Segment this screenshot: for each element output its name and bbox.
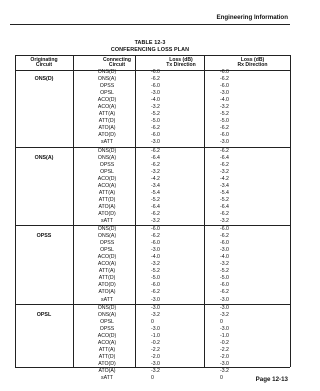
table-row <box>15 125 290 132</box>
table-subtitle: CONFERENCING LOSS PLAN <box>110 47 190 53</box>
tx-loss-cell: -5.0 <box>151 118 160 125</box>
tx-loss-cell: -6.0 <box>151 83 160 90</box>
tx-loss-cell: -3.0 <box>151 90 160 97</box>
connecting-circuit-cell: ONS(D) <box>97 147 117 154</box>
connecting-circuit-cell: ONS(D) <box>97 69 117 75</box>
table-row <box>15 340 290 347</box>
table-row <box>15 226 290 233</box>
tx-loss-cell: -6.4 <box>151 154 160 161</box>
rx-loss-cell: -3.4 <box>220 182 229 189</box>
connecting-circuit-cell: OPSS <box>99 325 115 332</box>
col-tx-header: Loss (dB) Tx Direction <box>166 56 196 68</box>
rx-loss-cell: -1.0 <box>220 332 229 339</box>
tx-loss-cell: -4.2 <box>151 175 160 182</box>
table-row <box>15 368 290 375</box>
table-group <box>15 226 290 305</box>
rx-loss-cell: -5.2 <box>220 196 229 203</box>
connecting-circuit-cell: sATT <box>100 375 113 382</box>
tx-loss-cell: -3.0 <box>151 360 160 367</box>
connecting-circuit-cell: sATT <box>100 296 113 303</box>
tx-loss-cell: -3.0 <box>151 296 160 303</box>
tx-loss-cell: -3.2 <box>151 311 160 318</box>
connecting-circuit-cell: ACO(D) <box>97 97 117 104</box>
tx-loss-cell: -0.2 <box>151 339 160 346</box>
tx-loss-cell: -6.0 <box>151 226 160 233</box>
connecting-circuit-cell: OPSS <box>99 161 115 168</box>
table-row <box>15 111 290 118</box>
rx-loss-cell: -6.2 <box>220 125 229 132</box>
rx-loss-cell: -6.0 <box>220 226 229 233</box>
tx-loss-cell: -6.2 <box>151 76 160 83</box>
table-row <box>15 289 290 296</box>
col-connecting-header: Connecting Circuit <box>102 56 131 68</box>
connecting-circuit-cell: ACO(D) <box>97 254 117 261</box>
connecting-circuit-cell: ATT(D) <box>98 196 116 203</box>
tx-loss-cell: -6.2 <box>151 233 160 240</box>
table-row <box>15 282 290 289</box>
rx-loss-cell: -4.0 <box>220 254 229 261</box>
rx-loss-cell: -3.0 <box>220 360 229 367</box>
rx-loss-cell: -6.2 <box>220 233 229 240</box>
rx-loss-cell: -3.2 <box>220 217 229 224</box>
rx-loss-cell: -4.2 <box>220 175 229 182</box>
rx-loss-cell: -6.2 <box>220 210 229 217</box>
col-rx-header: Loss (dB) Rx Direction <box>237 56 268 68</box>
table-row <box>15 139 290 146</box>
tx-loss-cell: -3.4 <box>151 182 160 189</box>
rx-loss-cell: -6.0 <box>220 83 229 90</box>
header-rule <box>10 24 290 25</box>
table-group <box>15 305 290 383</box>
tx-loss-cell: -6.0 <box>151 132 160 139</box>
connecting-circuit-cell: OPSS <box>99 83 115 90</box>
table-row <box>15 319 290 326</box>
tx-loss-cell: -3.2 <box>151 367 160 374</box>
rx-loss-cell: -5.0 <box>220 275 229 282</box>
tx-loss-cell: -6.2 <box>151 147 160 154</box>
table-row <box>15 297 290 304</box>
originating-circuit-label: OPSL <box>36 311 52 318</box>
table-row <box>15 247 290 254</box>
rx-loss-cell: -6.4 <box>220 203 229 210</box>
rx-loss-cell: -3.2 <box>220 367 229 374</box>
connecting-circuit-cell: sATT <box>100 217 113 224</box>
page-header: Engineering Information <box>216 14 288 21</box>
tx-loss-cell: -3.2 <box>151 261 160 268</box>
tx-loss-cell: -6.2 <box>151 210 160 217</box>
table-row <box>15 176 290 183</box>
rx-loss-cell: -3.2 <box>220 168 229 175</box>
rx-loss-cell: 0 <box>220 375 223 382</box>
connecting-circuit-cell: ONS(D) <box>97 226 117 233</box>
tx-loss-cell: -6.0 <box>151 282 160 289</box>
table-row <box>15 97 290 104</box>
connecting-circuit-cell: ATT(A) <box>98 111 116 118</box>
rx-loss-cell: -6.0 <box>220 69 229 75</box>
table-group <box>15 148 290 227</box>
table-row <box>15 90 290 97</box>
table-row <box>15 261 290 268</box>
table-row <box>15 254 290 261</box>
table-body <box>15 69 290 382</box>
connecting-circuit-cell: ACO(A) <box>97 182 117 189</box>
table-row <box>15 333 290 340</box>
connecting-circuit-cell: ACO(A) <box>97 339 117 346</box>
tx-loss-cell: -3.2 <box>151 217 160 224</box>
table-row <box>15 347 290 354</box>
tx-loss-cell: -3.2 <box>151 168 160 175</box>
connecting-circuit-cell: ATO(D) <box>98 282 116 289</box>
rx-loss-cell: -5.0 <box>220 118 229 125</box>
rx-loss-cell: -6.2 <box>220 147 229 154</box>
table-row <box>15 354 290 361</box>
rx-loss-cell: -6.0 <box>220 132 229 139</box>
rx-loss-cell: -6.2 <box>220 289 229 296</box>
connecting-circuit-cell: ONS(D) <box>97 304 117 311</box>
connecting-circuit-cell: ATT(D) <box>98 275 116 282</box>
tx-loss-cell: -3.2 <box>151 104 160 111</box>
tx-loss-cell: -1.0 <box>151 332 160 339</box>
connecting-circuit-cell: OPSL <box>100 168 114 175</box>
tx-loss-cell: 0 <box>151 375 154 382</box>
tx-loss-cell: -3.0 <box>151 247 160 254</box>
rx-loss-cell: -3.0 <box>220 304 229 311</box>
connecting-circuit-cell: OPSL <box>100 247 114 254</box>
originating-circuit-label: ONS(A) <box>34 154 54 161</box>
rx-loss-cell: -5.2 <box>220 268 229 275</box>
connecting-circuit-cell: ONS(A) <box>97 76 117 83</box>
tx-loss-cell: -5.2 <box>151 196 160 203</box>
table-row <box>15 118 290 125</box>
table-row <box>15 132 290 139</box>
table-row <box>15 211 290 218</box>
rx-loss-cell: -2.2 <box>220 346 229 353</box>
connecting-circuit-cell: ATO(D) <box>98 360 116 367</box>
table-title: TABLE 12-3 <box>134 40 166 46</box>
tx-loss-cell: -5.0 <box>151 275 160 282</box>
connecting-circuit-cell: ONS(A) <box>97 233 117 240</box>
table-row <box>15 240 290 247</box>
tx-loss-cell: -6.0 <box>151 240 160 247</box>
rx-loss-cell: -3.0 <box>220 139 229 146</box>
rx-loss-cell: -6.0 <box>220 282 229 289</box>
rx-loss-cell: -6.2 <box>220 76 229 83</box>
tx-loss-cell: -2.0 <box>151 353 160 360</box>
connecting-circuit-cell: OPSL <box>100 90 114 97</box>
connecting-circuit-cell: ATO(A) <box>98 289 116 296</box>
tx-loss-cell: -5.4 <box>151 189 160 196</box>
rx-loss-cell: 0 <box>220 318 223 325</box>
rx-loss-cell: -3.2 <box>220 104 229 111</box>
rx-loss-cell: -6.0 <box>220 240 229 247</box>
table-row <box>15 375 290 382</box>
tx-loss-cell: -6.4 <box>151 203 160 210</box>
connecting-circuit-cell: ATT(A) <box>98 268 116 275</box>
connecting-circuit-cell: ATO(A) <box>98 203 116 210</box>
connecting-circuit-cell: ATT(D) <box>98 118 116 125</box>
table-row <box>15 104 290 111</box>
rx-loss-cell: -3.0 <box>220 90 229 97</box>
connecting-circuit-cell: ONS(A) <box>97 311 117 318</box>
tx-loss-cell: -6.2 <box>151 125 160 132</box>
table-row <box>15 190 290 197</box>
tx-loss-cell: -3.0 <box>151 139 160 146</box>
rx-loss-cell: -2.0 <box>220 353 229 360</box>
connecting-circuit-cell: ACO(A) <box>97 261 117 268</box>
originating-circuit-label: ONS(D) <box>34 76 54 82</box>
table-row <box>15 69 290 76</box>
table-row <box>15 169 290 176</box>
originating-circuit-label: OPSS <box>36 233 52 240</box>
table-row <box>15 155 290 162</box>
connecting-circuit-cell: ATT(A) <box>98 346 116 353</box>
table-row <box>15 162 290 169</box>
rx-loss-cell: -3.2 <box>220 311 229 318</box>
tx-loss-cell: -4.0 <box>151 254 160 261</box>
rx-loss-cell: -6.2 <box>220 161 229 168</box>
table-row <box>15 197 290 204</box>
table-row <box>15 83 290 90</box>
connecting-circuit-cell: ATT(A) <box>98 189 116 196</box>
connecting-circuit-cell: sATT <box>100 139 113 146</box>
tx-loss-cell: -3.0 <box>151 325 160 332</box>
connecting-circuit-cell: ACO(A) <box>97 104 117 111</box>
rx-loss-cell: -0.2 <box>220 339 229 346</box>
table-row <box>15 233 290 240</box>
connecting-circuit-cell: ATO(D) <box>98 132 116 139</box>
tx-loss-cell: -2.2 <box>151 346 160 353</box>
rx-loss-cell: -3.2 <box>220 261 229 268</box>
connecting-circuit-cell: OPSL <box>100 318 114 325</box>
connecting-circuit-cell: ATT(D) <box>98 353 116 360</box>
tx-loss-cell: -6.0 <box>151 69 160 75</box>
tx-loss-cell: -6.2 <box>151 289 160 296</box>
rx-loss-cell: -3.0 <box>220 296 229 303</box>
tx-loss-cell: -5.2 <box>151 111 160 118</box>
connecting-circuit-cell: ACO(D) <box>97 332 117 339</box>
table-row <box>15 218 290 225</box>
table-row <box>15 312 290 319</box>
rx-loss-cell: -5.4 <box>220 189 229 196</box>
col-originating-header: Originating Circuit <box>30 56 58 68</box>
rx-loss-cell: -6.4 <box>220 154 229 161</box>
table-row <box>15 275 290 282</box>
page-footer: Page 12-13 <box>255 376 288 383</box>
table-row <box>15 148 290 155</box>
tx-loss-cell: -5.2 <box>151 268 160 275</box>
rx-loss-cell: -3.0 <box>220 325 229 332</box>
tx-loss-cell: -6.2 <box>151 161 160 168</box>
connecting-circuit-cell: ATO(D) <box>98 210 116 217</box>
rx-loss-cell: -4.0 <box>220 97 229 104</box>
table-row <box>15 268 290 275</box>
table-row <box>15 305 290 312</box>
table-row <box>15 76 290 83</box>
table-group <box>15 69 290 148</box>
tx-loss-cell: 0 <box>151 318 154 325</box>
table-row <box>15 326 290 333</box>
connecting-circuit-cell: OPSS <box>99 240 115 247</box>
table-row <box>15 204 290 211</box>
table-row <box>15 183 290 190</box>
table-border-right <box>290 55 291 367</box>
connecting-circuit-cell: ATO(A) <box>98 367 116 374</box>
connecting-circuit-cell: ONS(A) <box>97 154 117 161</box>
rx-loss-cell: -5.2 <box>220 111 229 118</box>
connecting-circuit-cell: ATO(A) <box>98 125 116 132</box>
connecting-circuit-cell: ACO(D) <box>97 175 117 182</box>
tx-loss-cell: -3.0 <box>151 304 160 311</box>
rx-loss-cell: -3.0 <box>220 247 229 254</box>
tx-loss-cell: -4.0 <box>151 97 160 104</box>
table-bottom-rule <box>15 367 290 368</box>
